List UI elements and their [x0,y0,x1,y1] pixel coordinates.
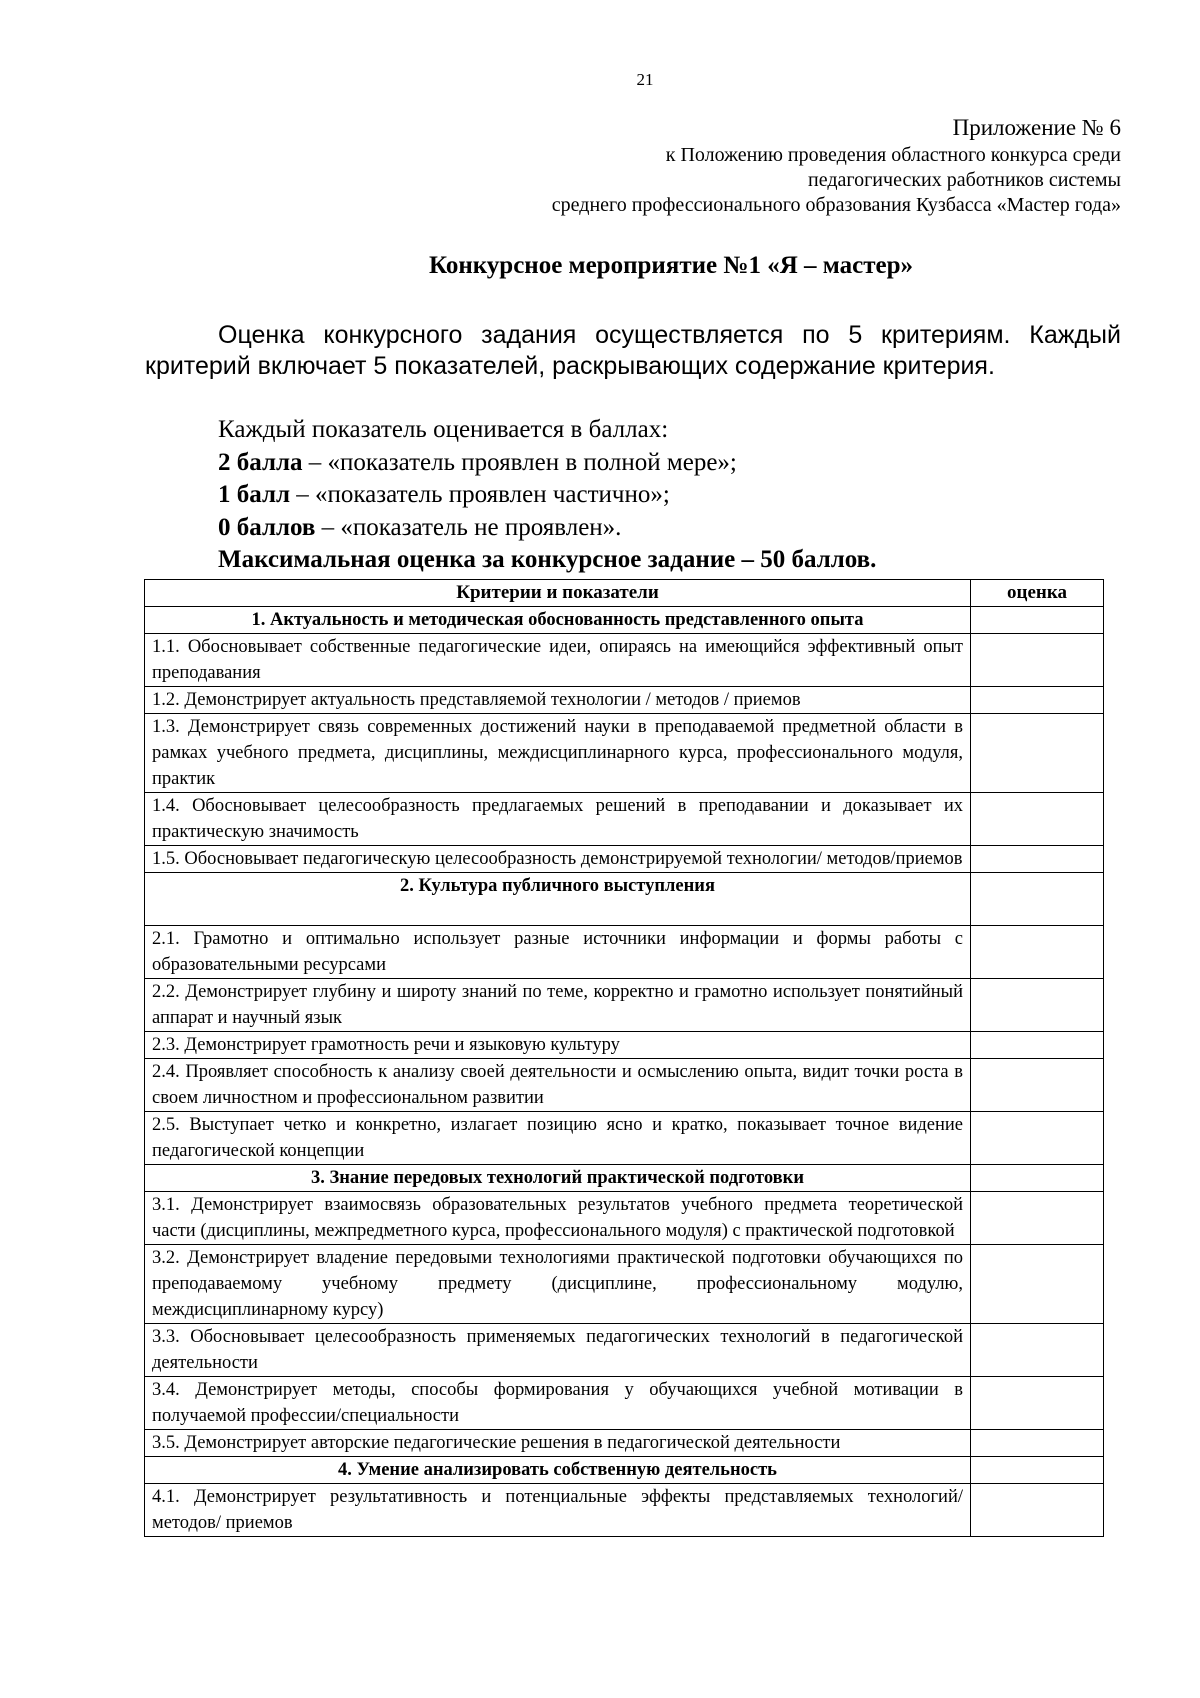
score-cell [971,1165,1104,1192]
section-title: 2. Культура публичного выступления [145,873,971,926]
page-number: 21 [636,70,654,89]
score-cell[interactable] [971,1059,1104,1112]
table-row [145,1192,1104,1245]
score-cell[interactable] [971,1032,1104,1059]
score-cell [971,1457,1104,1484]
appendix-line-1: к Положению проведения областного конкурса среди [665,144,1121,166]
table-row [145,634,1104,687]
score-cell[interactable] [971,687,1104,714]
score-cell[interactable] [971,714,1104,793]
score-rule-0 [218,512,1118,545]
criterion-text: 2.2. Демонстрирует глубину и широту знаний по теме, корректно и грамотно использует понятийный аппарат и научный язык [145,979,971,1032]
section-title: 3. Знание передовых технологий практической подготовки [145,1165,971,1192]
table-row [145,846,1104,873]
criterion-text: 3.4. Демонстрирует методы, способы формирования у обучающихся учебной мотивации в получаемой профессии/специальности [145,1377,971,1430]
table-row [145,1484,1104,1537]
score-rule-1 [218,479,1118,512]
score-cell[interactable] [971,1377,1104,1430]
table-row [145,1324,1104,1377]
criterion-text: 1.3. Демонстрирует связь современных достижений науки в преподаваемой предметной области в рамках учебного предмета, дисциплины, междисциплинарного курса, профессионального модуля, практик [145,714,971,793]
appendix-line-3: среднего профессионального образования Кузбасса «Мастер года» [551,194,1121,216]
score-rule-2 [218,447,1118,480]
section-row [145,1165,1104,1192]
max-score: Максимальная оценка за конкурсное задание – 50 баллов. [218,546,877,573]
criterion-text: 1.5. Обосновывает педагогическую целесообразность демонстрируемой технологии/ методов/приемов [145,846,971,873]
criteria-body [145,607,1104,1537]
appendix-number: Приложение № 6 [952,115,1121,140]
document-title: Конкурсное мероприятие №1 «Я – мастер» [428,252,914,279]
score-cell [971,873,1104,926]
appendix-line-2: педагогических работников системы [808,169,1121,191]
score-cell[interactable] [971,926,1104,979]
score-cell[interactable] [971,1484,1104,1537]
criterion-text: 2.4. Проявляет способность к анализу своей деятельности и осмыслению опыта, видит точки роста в своем личностном и профессиональном развитии [145,1059,971,1112]
score-cell[interactable] [971,1245,1104,1324]
criterion-text: 3.3. Обосновывает целесообразность применяемых педагогических технологий в педагогической деятельности [145,1324,971,1377]
header-criteria: Критерии и показатели [145,580,971,607]
section-title: 4. Умение анализировать собственную деятельность [145,1457,971,1484]
criterion-text: 3.1. Демонстрирует взаимосвязь образовательных результатов учебного предмета теоретической части (дисциплины, межпредметного курса, профессионального модуля) с практической подготовкой [145,1192,971,1245]
table-row [145,1059,1104,1112]
table-row [145,793,1104,846]
criterion-text: 1.1. Обосновывает собственные педагогические идеи, опираясь на имеющийся эффективный опыт преподавания [145,634,971,687]
intro-paragraph-1: Оценка конкурсного задания осуществляется по 5 критериям. Каждый критерий включает 5 показателей, раскрывающих содержание критерия. [145,321,1121,380]
appendix-header [552,113,1121,218]
score-cell[interactable] [971,1192,1104,1245]
table-row [145,1112,1104,1165]
scoring-intro: Каждый показатель оценивается в баллах: [218,416,669,443]
table-row [145,926,1104,979]
section-row [145,1457,1104,1484]
table-row [145,979,1104,1032]
table-row [145,1430,1104,1457]
score-cell[interactable] [971,793,1104,846]
score-label: 1 балл [218,481,291,508]
criterion-text: 2.3. Демонстрирует грамотность речи и языковую культуру [145,1032,971,1059]
criterion-text: 2.5. Выступает четко и конкретно, излагает позицию ясно и кратко, показывает точное видение педагогической концепции [145,1112,971,1165]
criteria-table [144,579,1104,1537]
criterion-text: 2.1. Грамотно и оптимально использует разные источники информации и формы работы с образовательными ресурсами [145,926,971,979]
table-row [145,1032,1104,1059]
scoring-rules [218,414,1118,577]
table-header-row [145,580,1104,607]
score-text: – «показатель проявлен в полной мере»; [302,448,737,476]
criterion-text: 1.2. Демонстрирует актуальность представляемой технологии / методов / приемов [145,687,971,714]
criterion-text: 4.1. Демонстрирует результативность и потенциальные эффекты представляемых технологий/ методов/ приемов [145,1484,971,1537]
score-cell[interactable] [971,846,1104,873]
score-label: 0 баллов [218,513,316,541]
score-cell[interactable] [971,1112,1104,1165]
table-row [145,687,1104,714]
table-row [145,1245,1104,1324]
criterion-text: 3.5. Демонстрирует авторские педагогические решения в педагогической деятельности [145,1430,971,1457]
score-cell[interactable] [971,1324,1104,1377]
score-cell[interactable] [971,979,1104,1032]
header-score: оценка [971,580,1104,607]
score-cell [971,607,1104,634]
table-row [145,714,1104,793]
score-label: 2 балла [218,448,303,476]
criterion-text: 3.2. Демонстрирует владение передовыми технологиями практической подготовки обучающихся по преподаваемому учебному предмету (дисциплине, профессиональному модулю, междисциплинарному курсу) [145,1245,971,1324]
section-row [145,873,1104,926]
section-row [145,607,1104,634]
score-text: – «показатель не проявлен». [315,513,622,541]
section-title: 1. Актуальность и методическая обоснованность представленного опыта [145,607,971,634]
criterion-text: 1.4. Обосновывает целесообразность предлагаемых решений в преподавании и доказывает их практическую значимость [145,793,971,846]
score-cell[interactable] [971,634,1104,687]
score-cell[interactable] [971,1430,1104,1457]
table-row [145,1377,1104,1430]
intro-text [145,320,1121,382]
score-text: – «показатель проявлен частично»; [290,481,670,508]
